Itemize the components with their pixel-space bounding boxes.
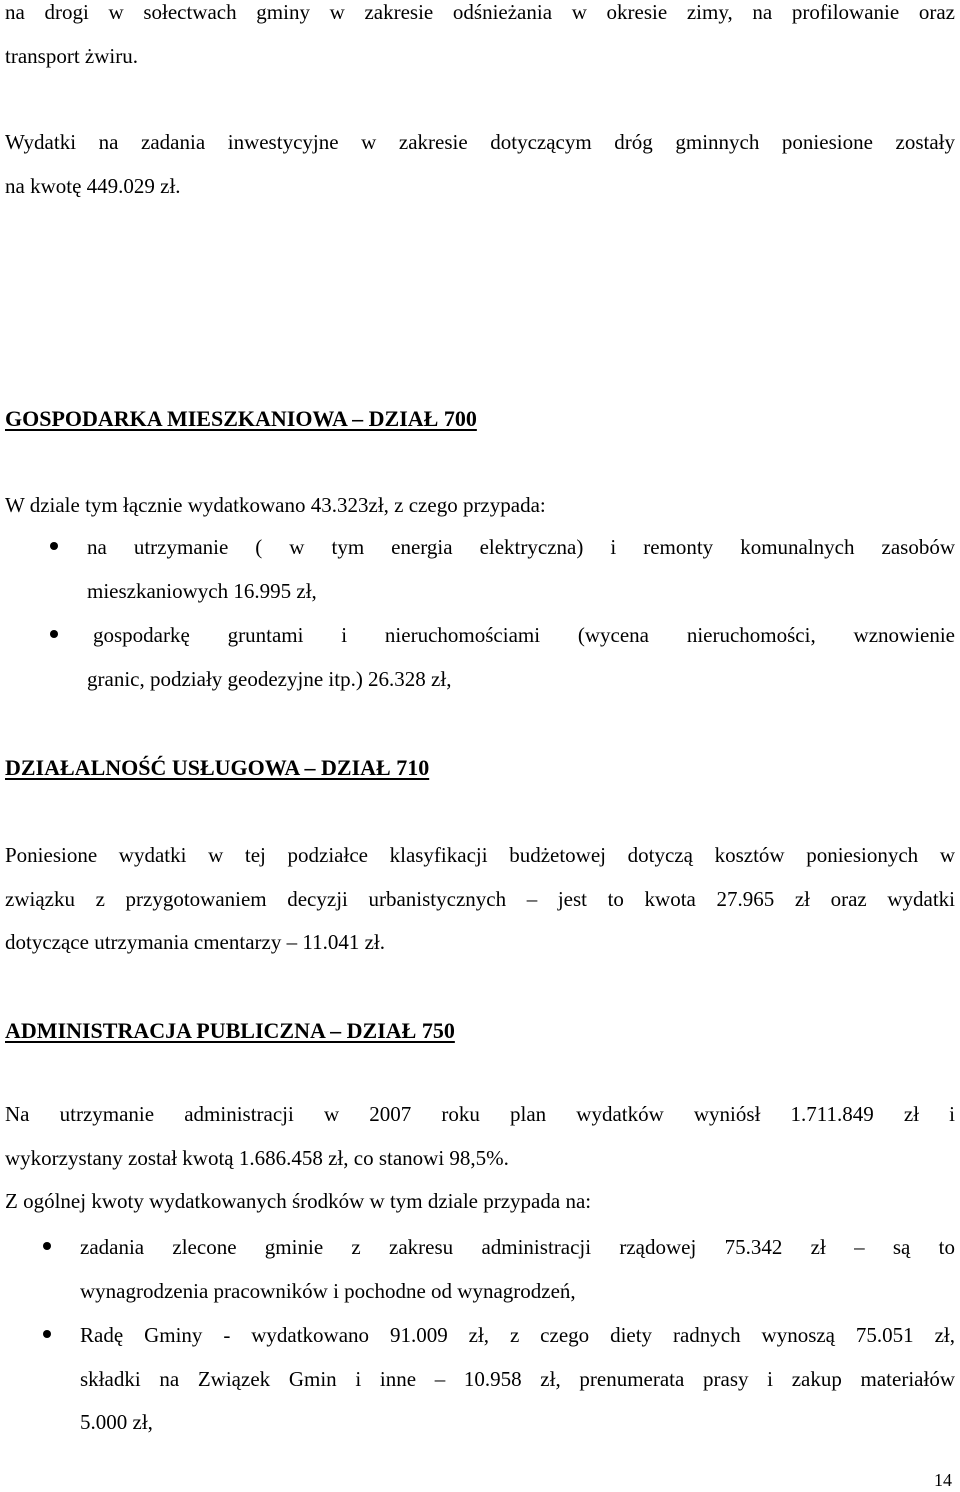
section-710-heading: DZIAŁALNOŚĆ USŁUGOWA – DZIAŁ 710 — [5, 755, 430, 780]
section-710-line-3: dotyczące utrzymania cmentarzy – 11.041 zł. — [5, 930, 385, 954]
intro-line-4: na kwotę 449.029 zł. — [5, 174, 181, 198]
section-700-bullet-2-line-1: gospodarkę gruntami i nieruchomościami (wycena nieruchomości, wznowienie — [93, 623, 955, 647]
page-number: 14 — [934, 1470, 952, 1490]
section-750-bullet-2-line-1: Radę Gminy - wydatkowano 91.009 zł, z czego diety radnych wynoszą 75.051 zł, — [80, 1323, 955, 1347]
section-700-heading: GOSPODARKA MIESZKANIOWA – DZIAŁ 700 — [5, 406, 477, 431]
section-750-line-2: wykorzystany został kwotą 1.686.458 zł, co stanowi 98,5%. — [5, 1146, 509, 1170]
intro-line-1: na drogi w sołectwach gminy w zakresie odśnieżania w okresie zimy, na profilowanie oraz — [5, 0, 955, 24]
section-750-bullet-1-line-1: zadania zlecone gminie z zakresu administracji rządowej 75.342 zł – są to — [80, 1235, 955, 1259]
section-750-bullet-1-line-2: wynagrodzenia pracowników i pochodne od wynagrodzeń, — [80, 1279, 576, 1303]
bullet-icon — [43, 1242, 51, 1250]
bullet-icon — [50, 630, 58, 638]
intro-line-2: transport żwiru. — [5, 44, 138, 68]
section-700-bullet-1-line-1: na utrzymanie ( w tym energia elektryczna) i remonty komunalnych zasobów — [87, 535, 955, 559]
section-750-heading: ADMINISTRACJA PUBLICZNA – DZIAŁ 750 — [5, 1018, 455, 1043]
section-750-bullet-2-line-3: 5.000 zł, — [80, 1410, 153, 1434]
bullet-icon — [43, 1330, 51, 1338]
section-700-intro: W dziale tym łącznie wydatkowano 43.323zł, z czego przypada: — [5, 493, 546, 517]
section-710-line-2: związku z przygotowaniem decyzji urbanistycznych – jest to kwota 27.965 zł oraz wydatki — [5, 887, 955, 911]
section-750-bullet-2-line-2: składki na Związek Gmin i inne – 10.958 zł, prenumerata prasy i zakup materiałów — [80, 1367, 955, 1391]
section-750-line-1: Na utrzymanie administracji w 2007 roku plan wydatków wyniósł 1.711.849 zł i — [5, 1102, 955, 1126]
bullet-icon — [50, 542, 58, 550]
intro-line-3: Wydatki na zadania inwestycyjne w zakresie dotyczącym dróg gminnych poniesione zostały — [5, 130, 955, 154]
section-710-line-1: Poniesione wydatki w tej podziałce klasyfikacji budżetowej dotyczą kosztów poniesionych w — [5, 843, 955, 867]
section-750-line-3: Z ogólnej kwoty wydatkowanych środków w tym dziale przypada na: — [5, 1189, 592, 1213]
section-700-bullet-2-line-2: granic, podziały geodezyjne itp.) 26.328 zł, — [87, 667, 452, 691]
section-700-bullet-1-line-2: mieszkaniowych 16.995 zł, — [87, 579, 317, 603]
